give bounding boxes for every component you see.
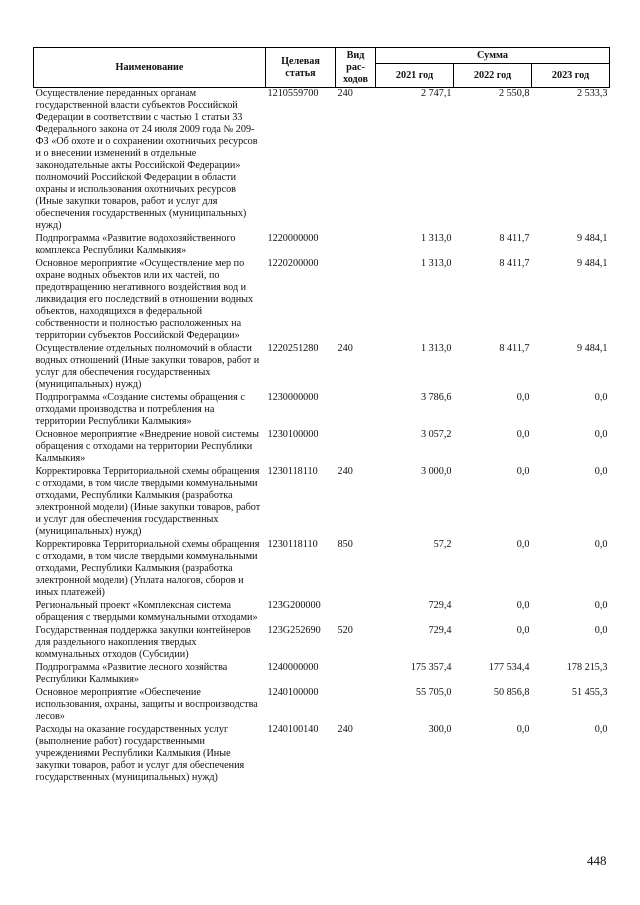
row-code: 123G200000 [267, 600, 321, 611]
row-2022: 177 534,4 [488, 662, 530, 673]
row-code: 1240000000 [267, 662, 319, 673]
table-row [34, 600, 610, 625]
row-vid: 240 [337, 88, 353, 99]
row-2021: 729,4 [428, 600, 452, 611]
table-row [34, 625, 610, 662]
budget-table [33, 47, 610, 785]
row-2023: 0,0 [594, 625, 608, 636]
row-code: 1210559700 [267, 88, 319, 99]
row-2023: 51 455,3 [571, 687, 608, 698]
row-name: Региональный проект «Комплексная система обращения с твердыми коммунальными отходами» [35, 600, 258, 623]
header-name: Наименование [34, 48, 266, 88]
row-2021: 55 705,0 [415, 687, 452, 698]
row-vid [336, 429, 376, 466]
row-2022: 8 411,7 [499, 343, 530, 354]
row-2022: 0,0 [516, 539, 530, 550]
row-vid [336, 258, 376, 343]
row-name: Корректировка Территориальной схемы обращения с отходами, в том числе твердыми коммунальными отходами, Республики Калмыкия (разработка электронной модели) (Уплата налогов, сборов и иных платежей) [35, 539, 260, 598]
row-vid [336, 600, 376, 625]
header-target: Целевая статья [266, 48, 336, 88]
row-name: Основное мероприятие «Обеспечение использования, охраны, защиты и воспроизводства лесов» [35, 687, 258, 722]
row-2022: 0,0 [516, 392, 530, 403]
row-2023: 0,0 [594, 539, 608, 550]
row-2023: 0,0 [594, 724, 608, 735]
row-2021: 2 747,1 [420, 88, 452, 99]
row-name: Основное мероприятие «Осуществление мер по охране водных объектов или их частей, по предотвращению негативного воздействия вод и ликвидация его последствий в отношении водных объектов, находящихся в федеральной собственности и полностью расположенных на территории субъектов Российской Федерации» [35, 258, 254, 341]
row-2023: 9 484,1 [576, 343, 608, 354]
row-2022: 0,0 [516, 429, 530, 440]
row-code: 1220000000 [267, 233, 319, 244]
row-2023: 2 533,3 [576, 88, 608, 99]
row-2022: 8 411,7 [499, 258, 530, 269]
table-row [34, 233, 610, 258]
row-2023: 0,0 [594, 600, 608, 611]
row-2021: 300,0 [428, 724, 452, 735]
row-name: Основное мероприятие «Внедрение новой системы обращения с отходами на территории Республики Калмыкия» [35, 429, 259, 464]
table-row [34, 539, 610, 600]
row-name: Осуществление переданных органам государственной власти субъектов Российской Федерации в соответствии с частью 1 статьи 33 Федерального закона от 24 июля 2009 года № 209-ФЗ «Об охоте и о сохранении охотничьих ресурсов и о внесении изменений в отдельные законодательные акты Российской Федерации» полномочий Российской Федерации в области охраны и использования охотничьих ресурсов (Иные закупки товаров, работ и услуг для обеспечения государственных (муниципальных) нужд) [35, 88, 258, 231]
row-name: Корректировка Территориальной схемы обращения с отходами, в том числе твердыми коммунальными отходами, Республики Калмыкия (разработка электронной модели) (Иные закупки товаров, работ и услуг для обеспечения государственных (муниципальных) нужд) [35, 466, 261, 537]
header-2023: 2023 год [532, 64, 610, 88]
row-code: 1240100000 [267, 687, 319, 698]
row-vid: 520 [337, 625, 353, 636]
row-vid: 240 [337, 466, 353, 477]
table-row [34, 258, 610, 343]
header-2021: 2021 год [376, 64, 454, 88]
row-2021: 729,4 [428, 625, 452, 636]
row-vid: 850 [337, 539, 353, 550]
row-code: 123G252690 [267, 625, 321, 636]
row-2022: 50 856,8 [493, 687, 530, 698]
row-2021: 1 313,0 [420, 233, 452, 244]
row-code: 1220251280 [267, 343, 319, 354]
row-vid: 240 [337, 343, 353, 354]
row-name: Подпрограмма «Создание системы обращения с отходами производства и потребления на территории Республики Калмыкия» [35, 392, 245, 427]
row-2023: 0,0 [594, 466, 608, 477]
row-name: Государственная поддержка закупки контейнеров для раздельного накопления твердых коммунальных отходов (Субсидии) [35, 625, 251, 660]
row-vid [336, 233, 376, 258]
row-2023: 9 484,1 [576, 233, 608, 244]
header-sum: Сумма [376, 48, 610, 64]
row-2022: 0,0 [516, 724, 530, 735]
row-code: 1230118110 [267, 539, 318, 550]
row-2023: 9 484,1 [576, 258, 608, 269]
row-2022: 0,0 [516, 600, 530, 611]
header-vid: Вид рас-ходов [336, 48, 376, 88]
row-2022: 2 550,8 [498, 88, 530, 99]
row-vid [336, 392, 376, 429]
table-row [34, 662, 610, 687]
row-2023: 178 215,3 [566, 662, 608, 673]
row-2023: 0,0 [594, 392, 608, 403]
page-number: 448 [587, 853, 607, 868]
row-code: 1230000000 [267, 392, 319, 403]
row-2021: 1 313,0 [420, 258, 452, 269]
row-code: 1230100000 [267, 429, 319, 440]
row-code: 1230118110 [267, 466, 318, 477]
row-2021: 3 057,2 [420, 429, 452, 440]
row-vid [336, 662, 376, 687]
row-name: Осуществление отдельных полномочий в области водных отношений (Иные закупки товаров, работ и услуг для обеспечения государственных (муниципальных) нужд) [35, 343, 260, 390]
header-2022: 2022 год [454, 64, 532, 88]
row-2022: 0,0 [516, 466, 530, 477]
row-2021: 175 357,4 [410, 662, 452, 673]
row-2021: 1 313,0 [420, 343, 452, 354]
row-name: Подпрограмма «Развитие лесного хозяйства Республики Калмыкия» [35, 662, 228, 685]
row-vid [336, 687, 376, 724]
row-name: Подпрограмма «Развитие водохозяйственного комплекса Республики Калмыкия» [35, 233, 236, 256]
table-row [34, 343, 610, 392]
row-code: 1240100140 [267, 724, 319, 735]
row-2021: 57,2 [433, 539, 452, 550]
table-row [34, 88, 610, 234]
table-row [34, 724, 610, 785]
row-code: 1220200000 [267, 258, 319, 269]
row-name: Расходы на оказание государственных услуг (выполнение работ) государственными учреждениями Республики Калмыкия (Иные закупки товаров, работ и услуг для обеспечения государственных (муниципальных) нужд) [35, 724, 245, 783]
row-2021: 3 786,6 [420, 392, 452, 403]
table-row [34, 687, 610, 724]
row-2022: 0,0 [516, 625, 530, 636]
row-2023: 0,0 [594, 429, 608, 440]
table-row [34, 392, 610, 429]
table-row [34, 466, 610, 539]
row-2022: 8 411,7 [499, 233, 530, 244]
row-2021: 3 000,0 [420, 466, 452, 477]
row-vid: 240 [337, 724, 353, 735]
table-row [34, 429, 610, 466]
